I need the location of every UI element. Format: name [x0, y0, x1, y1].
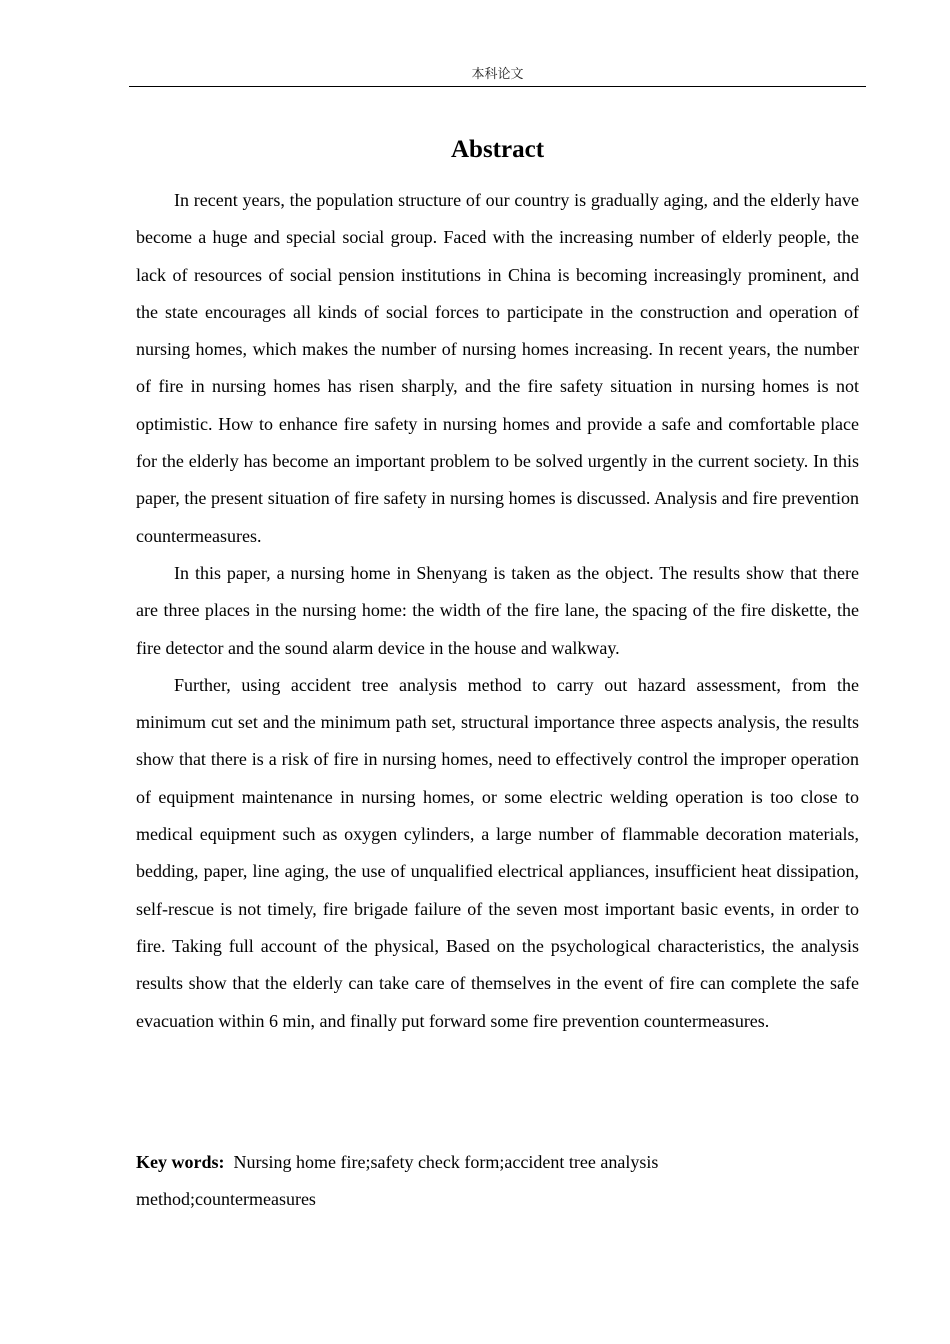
keywords-text: Nursing home fire;safety check form;accident tree analysis method;countermeasures	[136, 1152, 659, 1209]
abstract-paragraph-2: In this paper, a nursing home in Shenyang is taken as the object. The results show that there are three places in the nursing home: the width of the fire lane, the spacing of the fire diskette, the fire detector and the sound alarm device in the house and walkway.	[136, 562, 859, 658]
abstract-title: Abstract	[450, 136, 545, 163]
abstract-paragraph-3: Further, using accident tree analysis method to carry out hazard assessment, from the minimum cut set and the minimum path set, structural importance three aspects analysis, the results show that there is a risk of fire in nursing homes, need to effectively control the improper operation of equipment maintenance in nursing homes, or some electric welding operation is too close to medical equipment such as oxygen cylinders, a large number of flammable decoration materials, bedding, paper, line aging, the use of unqualified electrical appliances, insufficient heat dissipation, self-rescue is not timely, fire brigade failure of the seven most important basic events, in order to fire. Taking full account of the physical, Based on the psychological characteristics, the analysis results show that the elderly can take care of themselves in the event of fire can complete the safe evacuation within 6 min, and finally put forward some fire prevention countermeasures.	[136, 674, 859, 1031]
keywords-block	[136, 1144, 736, 1218]
keywords-label: Key words:	[136, 1152, 225, 1172]
running-header	[129, 66, 866, 87]
abstract-body	[136, 182, 859, 1040]
abstract-paragraph-1: In recent years, the population structure of our country is gradually aging, and the elderly have become a huge and special social group. Faced with the increasing number of elderly people, the lack of resources of social pension institutions in China is becoming increasingly prominent, and the state encourages all kinds of social forces to participate in the construction and operation of nursing homes, which makes the number of nursing homes increasing. In recent years, the number of fire in nursing homes has risen sharply, and the fire safety situation in nursing homes is not optimistic. How to enhance fire safety in nursing homes and provide a safe and comfortable place for the elderly has become an important problem to be solved urgently in the current society. In this paper, the present situation of fire safety in nursing homes is discussed. Analysis and fire prevention countermeasures.	[136, 190, 859, 546]
running-header-title: 本科论文	[471, 67, 524, 82]
